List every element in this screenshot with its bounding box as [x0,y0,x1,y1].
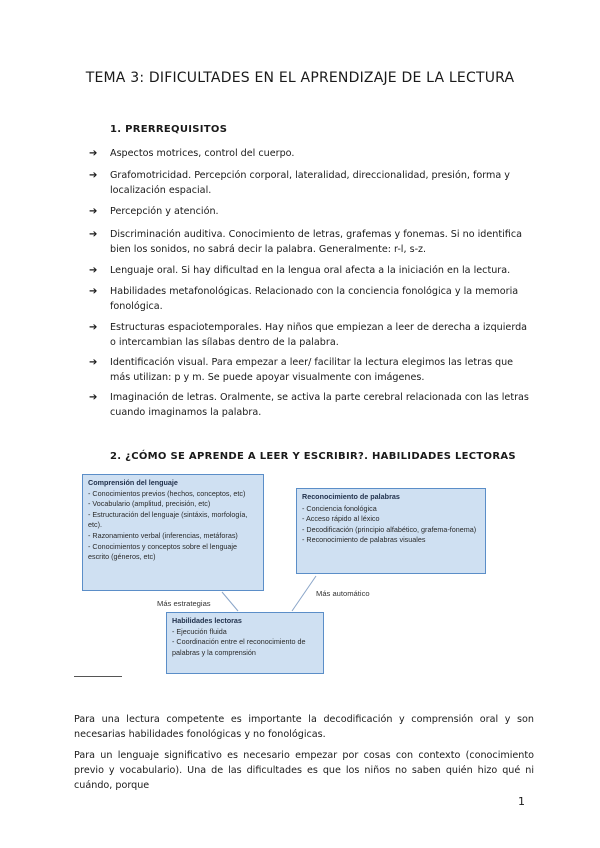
paragraph: Para un lenguaje significativo es necesario empezar por cosas con contexto (conocimiento previo y vocabulario). Una de las dificultades es que los niños no saben quién hizo qué ni cuándo, porque [74,750,534,791]
arrow-right-icon: ➔ [89,265,98,276]
diagram-label-left: Más estrategias [157,599,211,608]
section-heading-prerrequisitos: 1. PRERREQUISITOS [110,124,228,135]
arrow-right-icon: ➔ [89,229,98,240]
paragraph: Para una lectura competente es importante la decodificación y comprensión oral y son necesarias habilidades fonológicas y no fonológicas. [74,714,534,740]
diagram-box-comprension: Comprensión del lenguaje - Conocimientos previos (hechos, conceptos, etc) - Vocabulario (amplitud, precisión, etc) - Estructuración del lenguaje (sintáxis, morfología, etc). - Razonamiento verbal (inferencias, metáforas) - Conocimientos y conceptos sobre el lenguaje escrito (géneros, etc) [82,474,264,591]
arrow-right-icon: ➔ [89,322,98,333]
footnote-divider [74,676,122,677]
list-item: ➔ Estructuras espaciotemporales. Hay niños que empiezan a leer de derecha a izquierda o intercambian las sílabas dentro de la palabra. [89,322,528,348]
list-item: ➔ Grafomotricidad. Percepción corporal, lateralidad, direccionalidad, presión, forma y localización espacial. [89,170,510,196]
page-title: TEMA 3: DIFICULTADES EN EL APRENDIZAJE DE LA LECTURA [85,70,515,86]
diagram-box-reconocimiento: Reconocimiento de palabras - Conciencia fonológica - Acceso rápido al léxico - Decodificación (principio alfabético, grafema-fonema) - Reconocimiento de palabras visuales [296,488,486,574]
arrow-right-icon: ➔ [89,392,98,403]
arrow-right-icon: ➔ [89,286,98,297]
list-item: ➔ Discriminación auditiva. Conocimiento de letras, grafemas y fonemas. Si no identifica bien los sonidos, no sabrá decir la palabra. Generalmente: r-l, s-z. [89,229,522,255]
diagram-box-habilidades-lectoras: Habilidades lectoras - Ejecución fluida - Coordinación entre el reconocimiento de palabras y la comprensión [166,612,324,674]
connector-left [222,592,238,611]
diagram-label-right: Más automático [316,589,370,598]
list-item: ➔ Percepción y atención. [89,206,219,217]
list-item: ➔ Identificación visual. Para empezar a leer/ facilitar la lectura elegimos las letras que más utilizan: p y m. Se puede apoyar visualmente con imágenes. [89,357,514,383]
connector-right [292,576,316,611]
list-item: ➔ Aspectos motrices, control del cuerpo. [89,148,295,159]
list-item: ➔ Imaginación de letras. Oralmente, se activa la parte cerebral relacionada con las letras cuando imaginamos la palabra. [89,392,529,418]
arrow-right-icon: ➔ [89,206,98,217]
section-heading-habilidades: 2. ¿CÓMO SE APRENDE A LEER Y ESCRIBIR?. HABILIDADES LECTORAS [110,451,516,462]
arrow-right-icon: ➔ [89,148,98,159]
list-item: ➔ Habilidades metafonológicas. Relacionado con la conciencia fonológica y la memoria fonológica. [89,286,519,312]
arrow-right-icon: ➔ [89,170,98,181]
arrow-right-icon: ➔ [89,357,98,368]
page-number: 1 [518,795,525,808]
list-item: ➔ Lenguaje oral. Si hay dificultad en la lengua oral afecta a la iniciación en la lectura. [89,265,511,276]
